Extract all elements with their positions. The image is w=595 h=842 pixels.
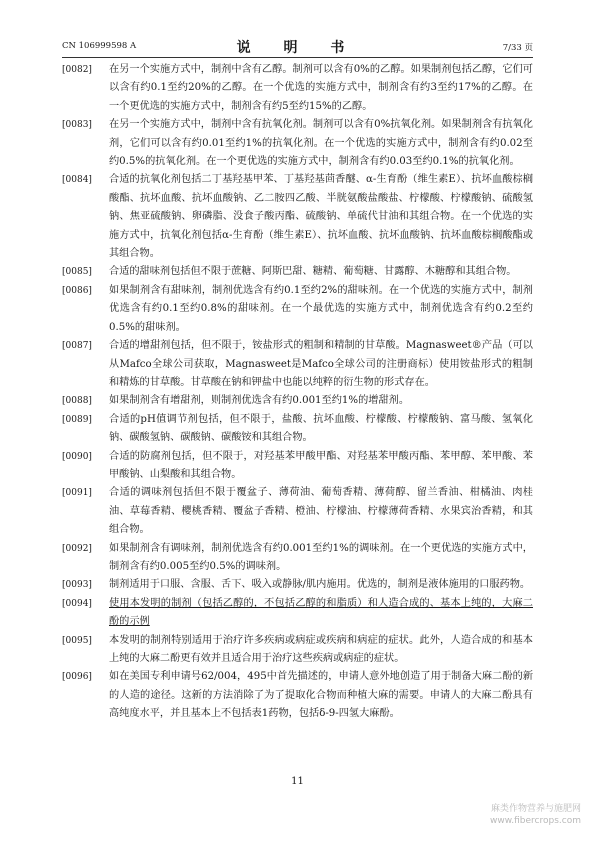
- paragraph: [62, 632, 533, 669]
- patent-number: CN 106999598 A: [62, 41, 137, 51]
- paragraph-number: [0086]: [62, 285, 92, 296]
- document-body: [62, 61, 533, 724]
- header-rule: [62, 57, 533, 58]
- paragraph: [62, 484, 533, 539]
- paragraph: [62, 263, 533, 281]
- page-number: 11: [291, 776, 304, 787]
- paragraph: [62, 171, 533, 263]
- paragraph-number: [0092]: [62, 543, 92, 554]
- paragraph: [62, 282, 533, 337]
- paragraph-text: 合适的调味剂包括但不限于覆盆子、薄荷油、葡萄香精、薄荷醇、留兰香油、柑橘油、肉桂油、草莓香精、樱桃香精、覆盆子香精、橙油、柠檬油、柠檬薄荷香精、水果宾治香精，和其组合物。: [109, 487, 533, 536]
- paragraph-text: 在另一个实施方式中，制剂中含有抗氧化剂。制剂可以含有0%抗氧化剂。如果制剂含有抗氧化剂，它们可以含有约0.01至约1%的抗氧化剂。在一个优选的实施方式中，制剂含有约0.02至约0.5%的抗氧化剂。在一个更优选的实施方式中，制剂含有约0.03至约0.1%的抗氧化剂。: [109, 119, 533, 168]
- paragraph-number: [0087]: [62, 341, 92, 352]
- paragraph-number: [0082]: [62, 65, 92, 75]
- paragraph-number: [0094]: [62, 598, 92, 609]
- page-count: 7/33 页: [502, 43, 533, 53]
- paragraph: [62, 411, 533, 448]
- paragraph: [62, 61, 533, 116]
- paragraph-number: [0096]: [62, 672, 92, 683]
- paragraph: [62, 540, 533, 577]
- watermark-url: www.fibercrops.com: [490, 816, 581, 826]
- paragraph-text: 在另一个实施方式中，制剂中含有乙醇。制剂可以含有0%的乙醇。如果制剂包括乙醇，它们可以含有约0.1至约20%的乙醇。在一个优选的实施方式中，制剂含有约3至约17%的乙醇。在一个更优选的实施方式中，制剂含有约5至约15%的乙醇。: [109, 64, 533, 112]
- page-header: [62, 37, 533, 57]
- watermark: [490, 803, 581, 827]
- paragraph: [62, 392, 533, 410]
- paragraph: [62, 116, 533, 171]
- paragraph-number: [0095]: [62, 635, 92, 646]
- paragraph-number: [0089]: [62, 414, 92, 425]
- paragraph-number: [0085]: [62, 267, 92, 278]
- paragraph-text: 合适的增甜剂包括，但不限于，铵盐形式的粗制和精制的甘草酸。Magnasweet®产品（可以从Mafco全球公司获取，Magnasweet是Mafco全球公司的注册商标）使用铵盐形式的粗制和精炼的甘草酸。甘草酸在钠和钾盐中也能以纯粹的衍生物的形式存在。: [109, 340, 533, 388]
- paragraph-number: [0090]: [62, 451, 92, 462]
- document-title: 说 明 书: [236, 40, 359, 56]
- watermark-title: 麻类作物营养与施肥网: [490, 804, 581, 814]
- paragraph: [62, 668, 533, 723]
- paragraph-number: [0088]: [62, 396, 92, 407]
- paragraph-number: [0084]: [62, 175, 92, 186]
- paragraph-text: 如在美国专利申请号62/004，495中首先描述的，申请人意外地创造了用于制备大麻二酚的新的人造的途径。这新的方法消除了为了提取化合物而种植大麻的需要。申请人的大麻二酚具有高纯度水平，并且基本上不包括表1药物，包括δ-9-四氢大麻酚。: [109, 671, 533, 720]
- paragraph-text: 本发明的制剂特别适用于治疗许多疾病或病症或疾病和病症的症状。此外，人造合成的和基本上纯的大麻二酚更有效并且适合用于治疗这些疾病或病症的症状。: [109, 634, 533, 664]
- paragraph: [62, 595, 533, 632]
- paragraph: [62, 448, 533, 485]
- paragraph-text: 合适的抗氧化剂包括二丁基羟基甲苯、丁基羟基茴香醚、α-生育酚（维生素E）、抗坏血酸棕榈酸酯、抗坏血酸、抗坏血酸钠、乙二胺四乙酸、半胱氨酸盐酸盐、柠檬酸、柠檬酸钠、硫酸氢钠、焦亚硫酸钠、卵磷脂、没食子酸丙酯、硫酸钠、单硫代甘油和其组合物。在一个优选的实施方式中，抗氧化剂包括α-生育酚（维生素E）、抗坏血酸、抗坏血酸钠、抗坏血酸棕榈酸酯或其组合物。: [109, 174, 533, 260]
- paragraph-text: 如果制剂含有甜味剂，制剂优选含有约0.1至约2%的甜味剂。在一个优选的实施方式中，制剂优选含有约0.1至约0.8%的甜味剂。在一个最优选的实施方式中，制剂优选含有约0.2至约0.5%的甜味剂。: [109, 284, 533, 333]
- paragraph-text: 如果制剂含有调味剂，制剂优选含有约0.001至约1%的调味剂。在一个更优选的实施方式中，制剂含有约0.005至约0.5%的调味剂。: [109, 542, 533, 572]
- paragraph-text: 合适的pH值调节剂包括，但不限于，盐酸、抗坏血酸、柠檬酸、柠檬酸钠、富马酸、氢氧化钠、碳酸氢钠、碳酸钠、碳酸铵和其组合物。: [109, 413, 533, 444]
- paragraph-number: [0093]: [62, 580, 92, 591]
- paragraph-text: 合适的甜味剂包括但不限于蔗糖、阿斯巴甜、糖精、葡萄糖、甘露醇、木糖醇和其组合物。: [109, 266, 517, 278]
- paragraph-text: 使用本发明的制剂（包括乙醇的，不包括乙醇的和脂质）和人造合成的、基本上纯的，大麻二酚的示例: [109, 597, 533, 628]
- paragraph-text: 如果制剂含有增甜剂，则制剂优选含有约0.001至约1%的增甜剂。: [109, 395, 410, 407]
- paragraph: [62, 337, 533, 392]
- paragraph: [62, 576, 533, 594]
- paragraph-text: 合适的防腐剂包括，但不限于，对羟基苯甲酸甲酯、对羟基苯甲酸丙酯、苯甲醇、苯甲酸、苯甲酸钠、山梨酸和其组合物。: [109, 450, 533, 480]
- paragraph-number: [0091]: [62, 488, 92, 499]
- paragraph-text: 制剂适用于口服、含服、舌下、吸入或静脉/肌内施用。优选的，制剂是液体施用的口服药物。: [109, 579, 531, 591]
- paragraph-number: [0083]: [62, 120, 92, 131]
